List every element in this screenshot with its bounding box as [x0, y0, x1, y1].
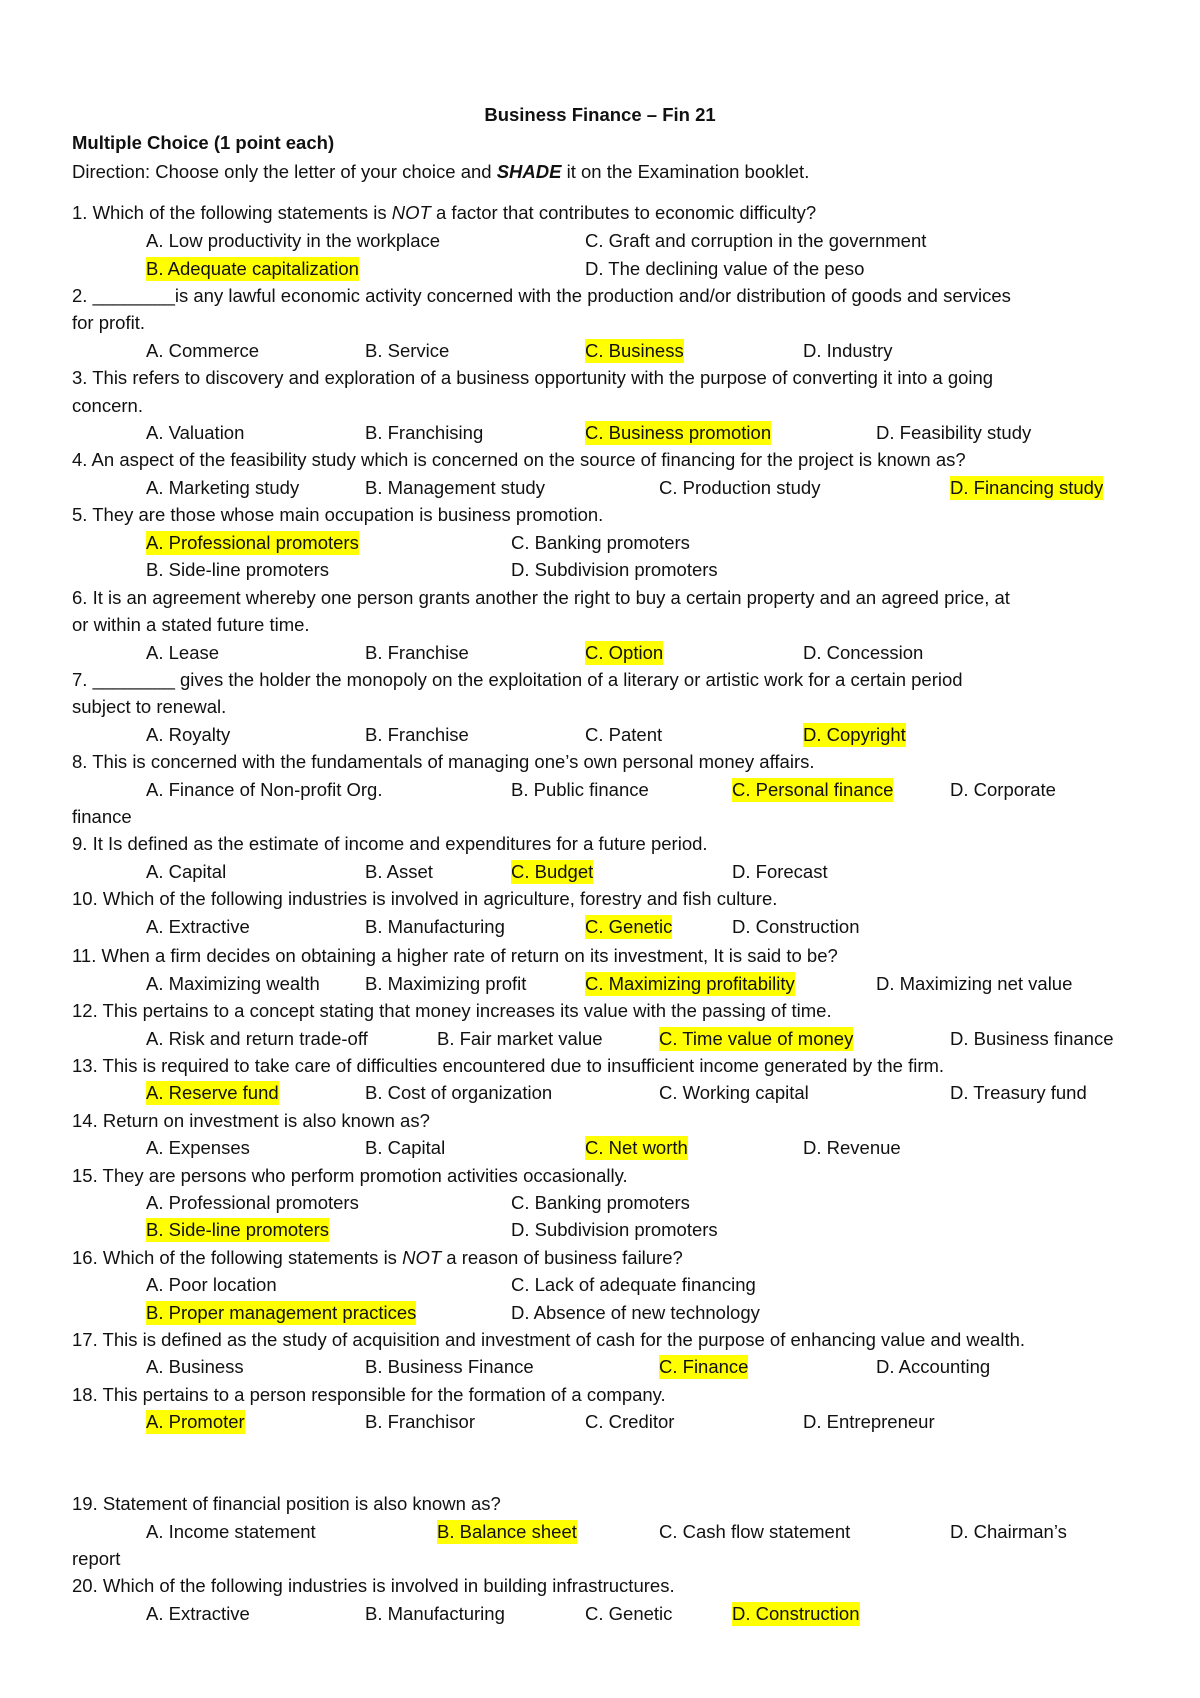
question-7: 7. ________ gives the holder the monopoly on the exploitation of a literary or artistic work for a certain period [72, 669, 963, 690]
q5-option-a-answer: A. Professional promoters [146, 532, 359, 553]
q5-option-d: D. Subdivision promoters [511, 559, 718, 580]
question-3-cont: concern. [72, 395, 143, 416]
section-heading: Multiple Choice (1 point each) [72, 132, 335, 153]
q8-option-d: D. Corporate [950, 779, 1056, 800]
q10-option-a: A. Extractive [146, 916, 250, 937]
q9-option-c-answer: C. Budget [511, 861, 594, 882]
document-title: Business Finance – Fin 21 [484, 104, 716, 125]
question-13: 13. This is required to take care of difficulties encountered due to insufficient income generated by the firm. [72, 1055, 945, 1076]
q14-option-d: D. Revenue [803, 1137, 901, 1158]
q4-option-c: C. Production study [659, 477, 821, 498]
q7-option-c: C. Patent [585, 724, 663, 745]
q20-option-b: B. Manufacturing [365, 1603, 505, 1624]
q3-option-b: B. Franchising [365, 422, 484, 443]
question-14: 14. Return on investment is also known as? [72, 1110, 430, 1131]
q10-option-c-answer: C. Genetic [585, 916, 673, 937]
q12-option-c-answer: C. Time value of money [659, 1028, 854, 1049]
q17-option-a: A. Business [146, 1356, 244, 1377]
q18-option-a-answer: A. Promoter [146, 1411, 245, 1432]
q8-option-b: B. Public finance [511, 779, 649, 800]
q12-option-a: A. Risk and return trade-off [146, 1028, 368, 1049]
q19-option-d: D. Chairman’s [950, 1521, 1067, 1542]
q1-option-d: D. The declining value of the peso [585, 258, 865, 279]
q16-option-b-answer: B. Proper management practices [146, 1302, 417, 1323]
q3-option-c-answer: C. Business promotion [585, 422, 772, 443]
question-2-cont: for profit. [72, 312, 145, 333]
question-17: 17. This is defined as the study of acquisition and investment of cash for the purpose of enhancing value and wealth. [72, 1329, 1026, 1350]
q17-option-d: D. Accounting [876, 1356, 991, 1377]
q12-option-d: D. Business finance [950, 1028, 1114, 1049]
question-8: 8. This is concerned with the fundamentals of managing one’s own personal money affairs. [72, 751, 815, 772]
q4-option-d-answer: D. Financing study [950, 477, 1104, 498]
q15-option-a: A. Professional promoters [146, 1192, 359, 1213]
q6-option-a: A. Lease [146, 642, 220, 663]
question-16: 16. Which of the following statements is NOT a reason of business failure? [72, 1247, 683, 1268]
q9-option-d: D. Forecast [732, 861, 828, 882]
q5-option-b: B. Side-line promoters [146, 559, 330, 580]
question-19: 19. Statement of financial position is also known as? [72, 1493, 501, 1514]
q14-option-a: A. Expenses [146, 1137, 250, 1158]
q18-option-b: B. Franchisor [365, 1411, 476, 1432]
q7-option-a: A. Royalty [146, 724, 231, 745]
q5-option-c: C. Banking promoters [511, 532, 690, 553]
q19-option-b-answer: B. Balance sheet [437, 1521, 577, 1542]
q2-option-c-answer: C. Business [585, 340, 684, 361]
q18-option-c: C. Creditor [585, 1411, 675, 1432]
q7-option-b: B. Franchise [365, 724, 469, 745]
q2-option-a: A. Commerce [146, 340, 260, 361]
question-11: 11. When a firm decides on obtaining a higher rate of return on its investment, It is said to be? [72, 945, 838, 966]
q2-option-d: D. Industry [803, 340, 893, 361]
q13-option-b: B. Cost of organization [365, 1082, 553, 1103]
q10-option-b: B. Manufacturing [365, 916, 505, 937]
question-6: 6. It is an agreement whereby one person grants another the right to buy a certain property and an agreed price, at [72, 587, 1010, 608]
question-4: 4. An aspect of the feasibility study which is concerned on the source of financing for the project is known as? [72, 449, 966, 470]
q14-option-c-answer: C. Net worth [585, 1137, 688, 1158]
q20-option-c: C. Genetic [585, 1603, 673, 1624]
q19-option-a: A. Income statement [146, 1521, 316, 1542]
q16-option-c: C. Lack of adequate financing [511, 1274, 756, 1295]
question-20: 20. Which of the following industries is involved in building infrastructures. [72, 1575, 675, 1596]
q3-option-a: A. Valuation [146, 422, 245, 443]
q11-option-c-answer: C. Maximizing profitability [585, 973, 795, 994]
q20-option-d-answer: D. Construction [732, 1603, 860, 1624]
q1-option-c: C. Graft and corruption in the government [585, 230, 927, 251]
question-9: 9. It Is defined as the estimate of income and expenditures for a future period. [72, 833, 708, 854]
q19-option-c: C. Cash flow statement [659, 1521, 851, 1542]
question-10: 10. Which of the following industries is involved in agriculture, forestry and fish culture. [72, 888, 778, 909]
q14-option-b: B. Capital [365, 1137, 446, 1158]
question-1: 1. Which of the following statements is NOT a factor that contributes to economic difficulty? [72, 202, 817, 223]
q8-option-c-answer: C. Personal finance [732, 779, 894, 800]
q1-option-a: A. Low productivity in the workplace [146, 230, 441, 251]
question-3: 3. This refers to discovery and exploration of a business opportunity with the purpose of converting it into a going [72, 367, 994, 388]
question-15: 15. They are persons who perform promotion activities occasionally. [72, 1165, 628, 1186]
q13-option-c: C. Working capital [659, 1082, 809, 1103]
q17-option-c-answer: C. Finance [659, 1356, 749, 1377]
q11-option-d: D. Maximizing net value [876, 973, 1073, 994]
q15-option-c: C. Banking promoters [511, 1192, 690, 1213]
q12-option-b: B. Fair market value [437, 1028, 603, 1049]
q15-option-d: D. Subdivision promoters [511, 1219, 718, 1240]
question-12: 12. This pertains to a concept stating that money increases its value with the passing of time. [72, 1000, 832, 1021]
q6-option-c-answer: C. Option [585, 642, 664, 663]
q16-option-a: A. Poor location [146, 1274, 277, 1295]
q7-option-d-answer: D. Copyright [803, 724, 906, 745]
q10-option-d: D. Construction [732, 916, 860, 937]
question-2: 2. ________is any lawful economic activity concerned with the production and/or distribution of goods and services [72, 285, 1011, 306]
q13-option-a-answer: A. Reserve fund [146, 1082, 279, 1103]
q11-option-a: A. Maximizing wealth [146, 973, 320, 994]
q6-option-b: B. Franchise [365, 642, 469, 663]
question-7-cont: subject to renewal. [72, 696, 227, 717]
q4-option-b: B. Management study [365, 477, 545, 498]
q3-option-d: D. Feasibility study [876, 422, 1032, 443]
q18-option-d: D. Entrepreneur [803, 1411, 935, 1432]
q8-option-d-wrap: finance [72, 806, 132, 827]
q15-option-b-answer: B. Side-line promoters [146, 1219, 330, 1240]
question-18: 18. This pertains to a person responsible for the formation of a company. [72, 1384, 666, 1405]
q16-option-d: D. Absence of new technology [511, 1302, 760, 1323]
question-6-cont: or within a stated future time. [72, 614, 310, 635]
q4-option-a: A. Marketing study [146, 477, 300, 498]
q6-option-d: D. Concession [803, 642, 924, 663]
q8-option-a: A. Finance of Non-profit Org. [146, 779, 383, 800]
q9-option-b: B. Asset [365, 861, 433, 882]
q9-option-a: A. Capital [146, 861, 227, 882]
directions: Direction: Choose only the letter of your choice and SHADE it on the Examination booklet. [72, 161, 810, 182]
question-5: 5. They are those whose main occupation is business promotion. [72, 504, 604, 525]
q17-option-b: B. Business Finance [365, 1356, 534, 1377]
q13-option-d: D. Treasury fund [950, 1082, 1087, 1103]
q1-option-b-answer: B. Adequate capitalization [146, 258, 359, 279]
q11-option-b: B. Maximizing profit [365, 973, 527, 994]
q2-option-b: B. Service [365, 340, 450, 361]
q19-option-d-wrap: report [72, 1548, 121, 1569]
q20-option-a: A. Extractive [146, 1603, 250, 1624]
